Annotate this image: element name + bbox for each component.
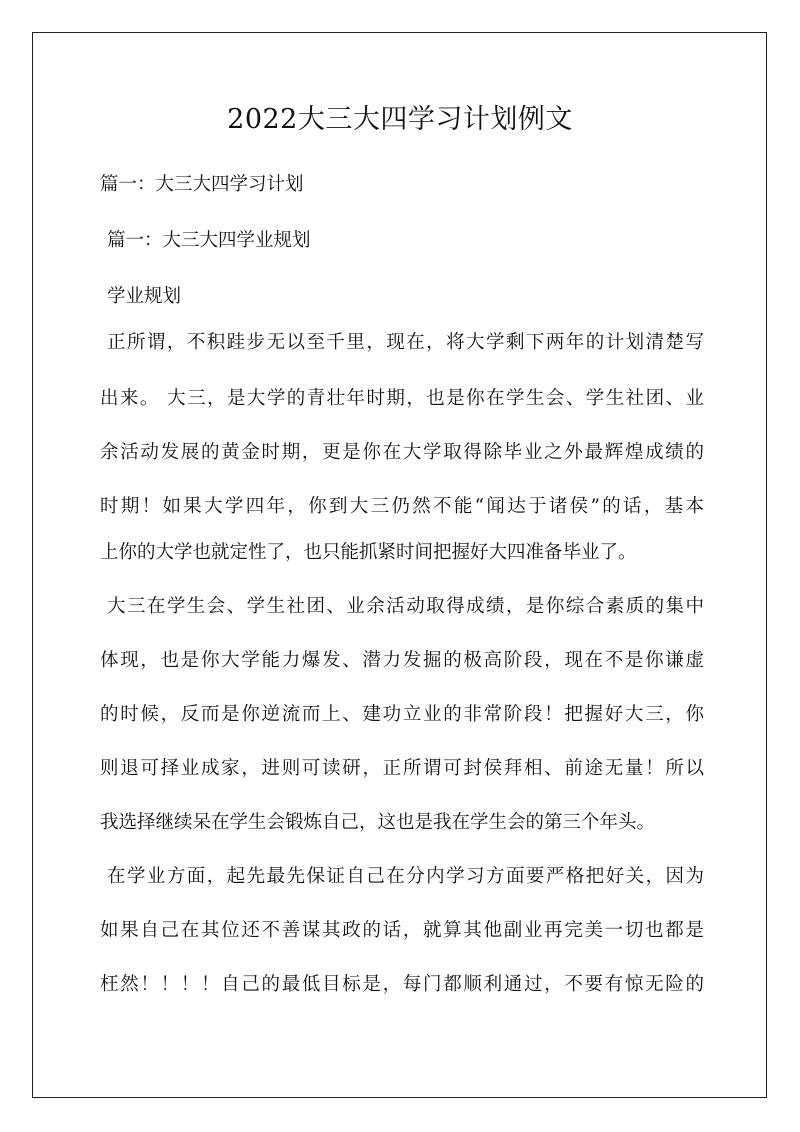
paragraph-3-line-3: 枉然！！！！自己的最低目标是，每门都顺利通过，不要有惊无险的 [100, 974, 704, 995]
paragraph-1-line-2: 出来。 大三，是大学的青壮年时期，也是你在学生会、学生社团、业 [100, 388, 704, 409]
section-heading-2: 篇一：大三大四学业规划 [107, 230, 311, 251]
paragraph-2-line-3: 的时候，反而是你逆流而上、建功立业的非常阶段！把握好大三，你 [100, 704, 704, 725]
paragraph-1-line-4: 时期！如果大学四年，你到大三仍然不能“闻达于诸侯”的话，基本 [100, 496, 704, 517]
paragraph-1-line-1: 正所谓，不积跬步无以至千里，现在，将大学剩下两年的计划清楚写 [107, 332, 704, 353]
paragraph-1-line-3: 余活动发展的黄金时期，更是你在大学取得除毕业之外最辉煌成绩的 [100, 442, 704, 463]
paragraph-3-line-2: 如果自己在其位还不善谋其政的话，就算其他副业再完美一切也都是 [100, 920, 704, 941]
section-heading-3: 学业规划 [107, 286, 182, 307]
paragraph-3-line-1: 在学业方面，起先最先保证自己在分内学习方面要严格把好关，因为 [107, 866, 704, 887]
paragraph-2-line-5: 我选择继续呆在学生会锻炼自己，这也是我在学生会的第三个年头。 [100, 812, 656, 833]
document-title: 2022大三大四学习计划例文 [227, 104, 573, 135]
paragraph-2-line-4: 则退可择业成家，进则可读研，正所谓可封侯拜相、前途无量！所以 [100, 758, 704, 779]
paragraph-1-line-5: 上你的大学也就定性了，也只能抓紧时间把握好大四准备毕业了。 [100, 542, 637, 563]
paragraph-2-line-2: 体现，也是你大学能力爆发、潜力发掘的极高阶段，现在不是你谦虚 [100, 650, 704, 671]
paragraph-2-line-1: 大三在学生会、学生社团、业余活动取得成绩，是你综合素质的集中 [107, 596, 704, 617]
section-heading-1: 篇一：大三大四学习计划 [100, 174, 304, 195]
